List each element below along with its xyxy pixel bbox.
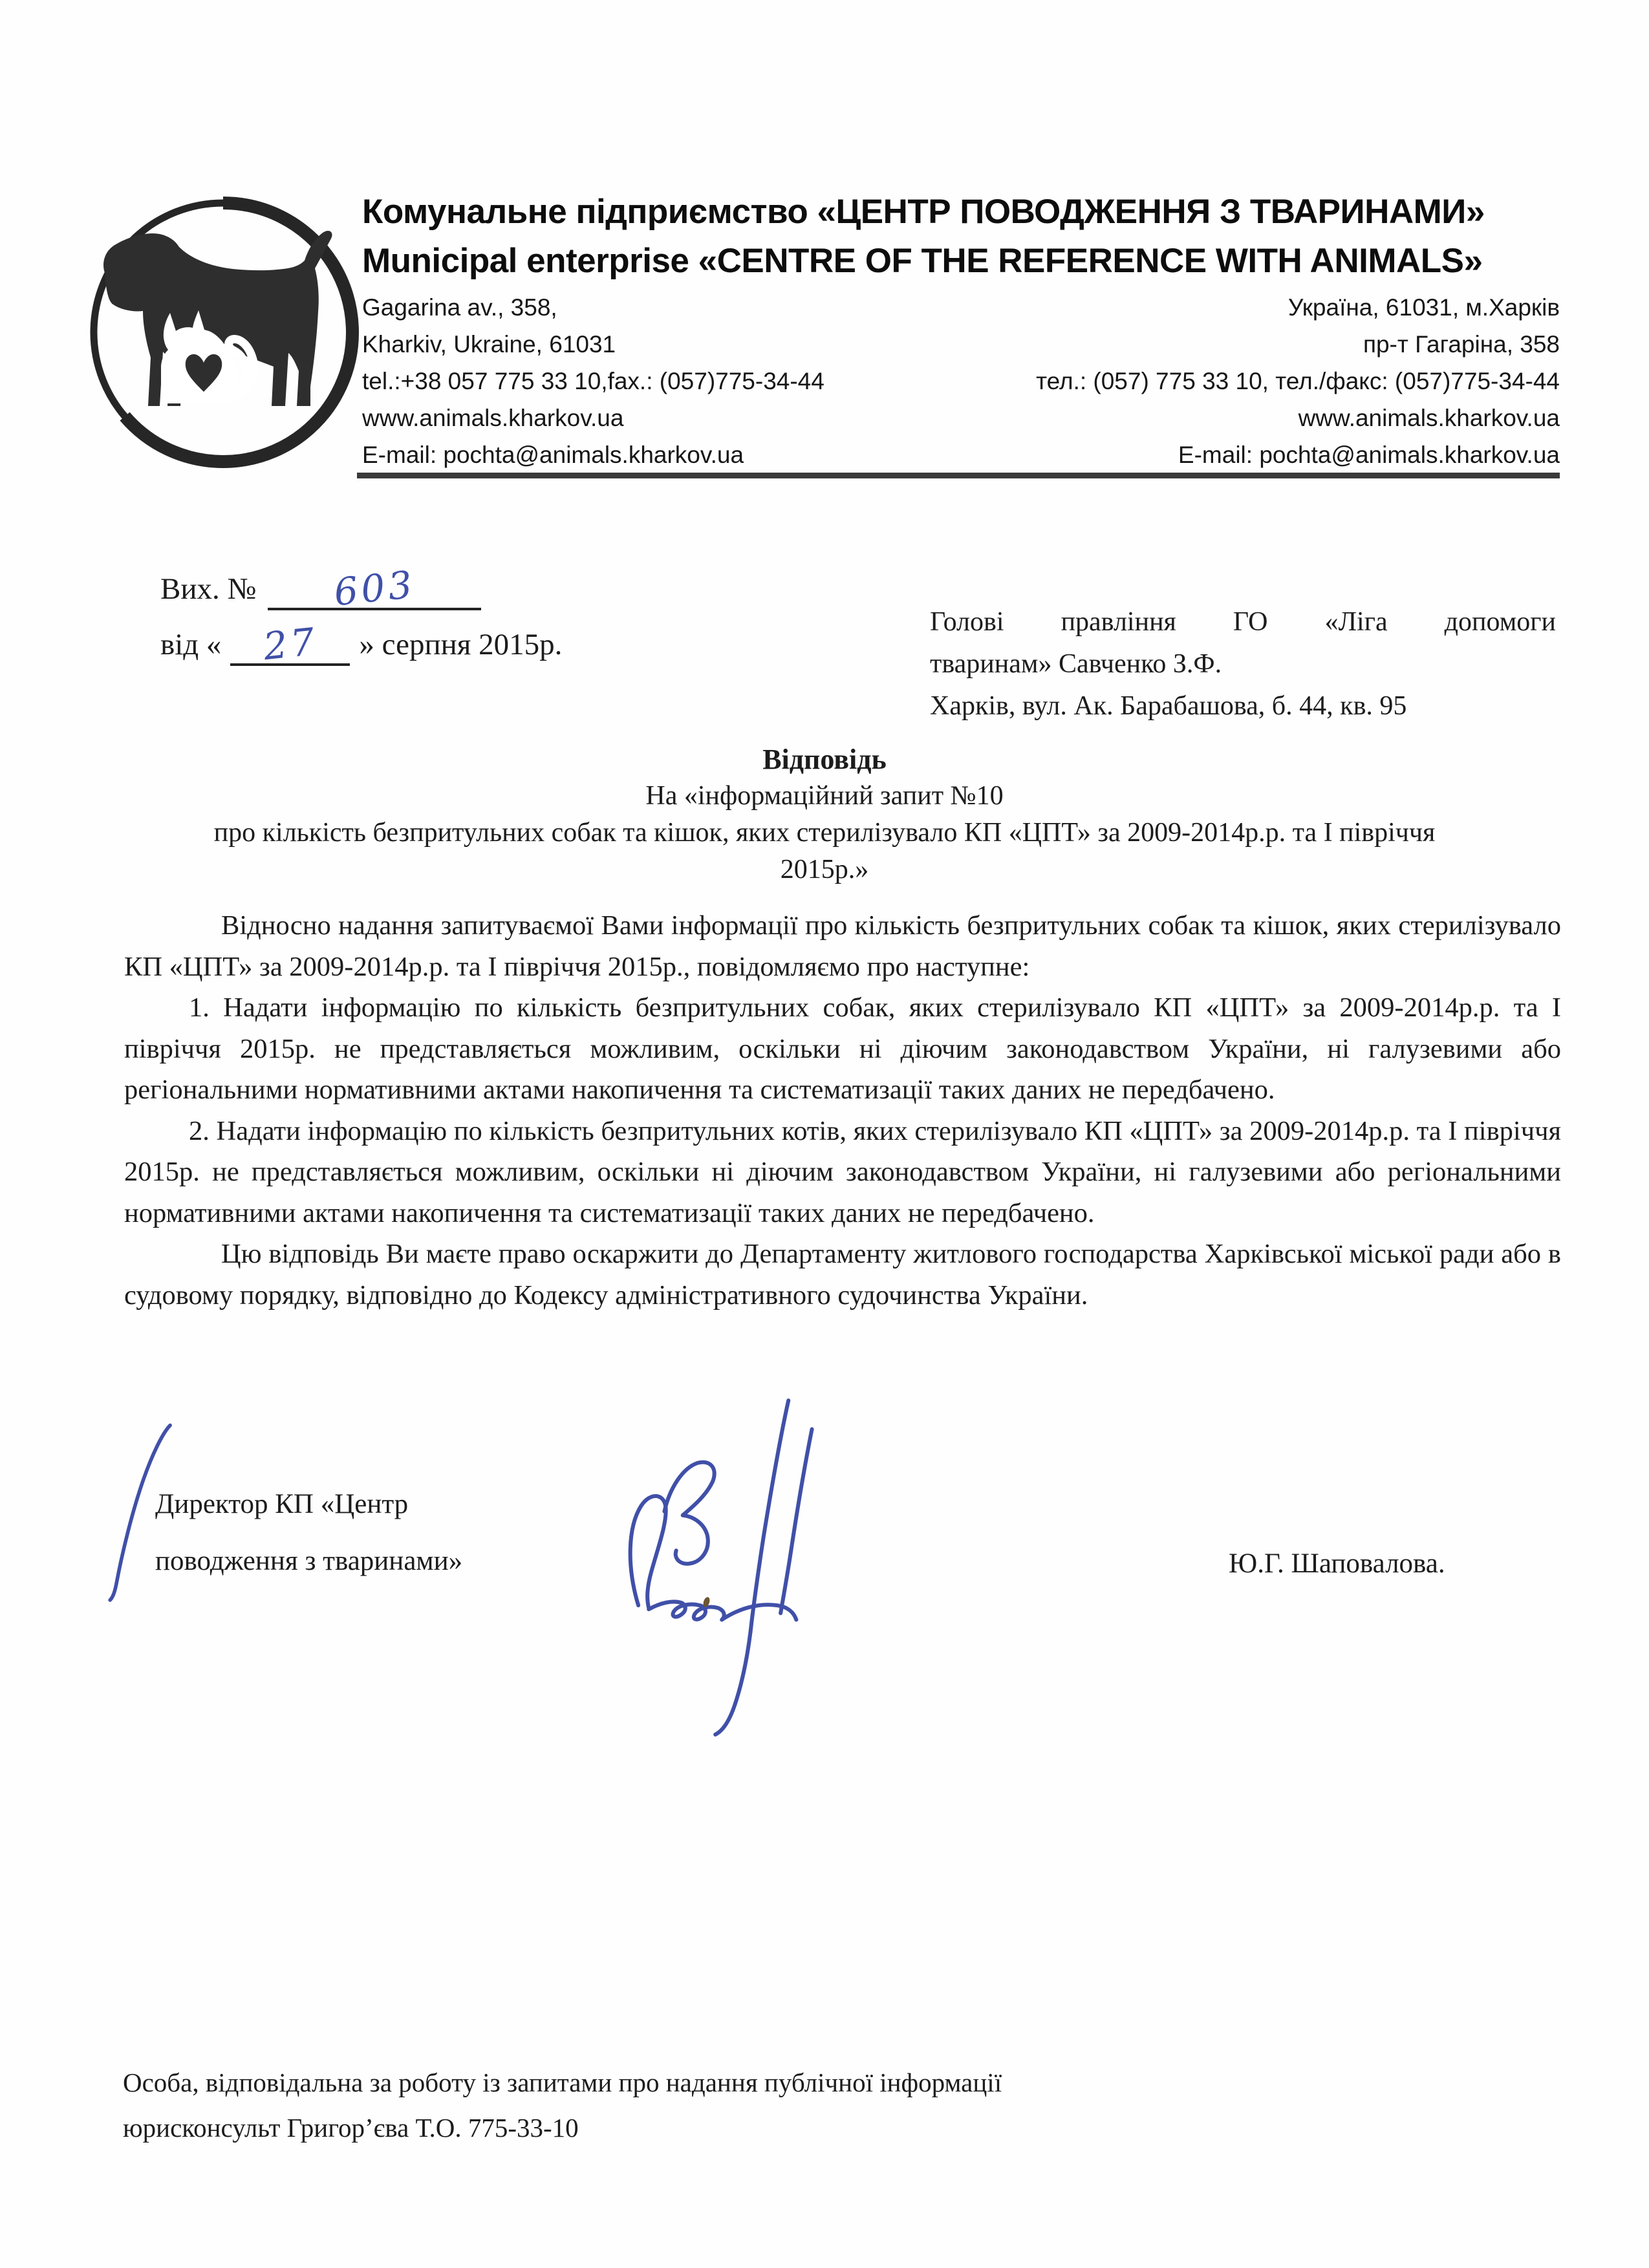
dog-cat-heart-logo-icon	[87, 176, 365, 486]
letter-body	[124, 905, 1561, 1316]
contact-line-email-en: E-mail: pochta@animals.kharkov.ua	[362, 442, 744, 468]
org-name-uk: Комунальне підприємство «ЦЕНТР ПОВОДЖЕННЯ З ТВАРИНАМИ»	[362, 193, 1485, 231]
body-paragraph-3: 2. Надати інформацію по кількість безпритульних котів, яких стерилізувало КП «ЦПТ» за 2009-2014р.р. та І півріччя 2015р. не представляється можливим, оскільки ні діючим законодавством України, ні галузевими або регіональними нормативними актами накопичення та систематизації таких даних не передбачено.	[124, 1115, 1561, 1228]
contact-line-website-en: www.animals.kharkov.ua	[362, 405, 624, 431]
subject-title: Відповідь	[762, 744, 887, 775]
footer-block	[123, 2060, 1002, 2150]
date-prefix: від «	[160, 628, 222, 661]
addressee-line1: Голові правління ГО «Ліга допомоги	[930, 607, 1556, 637]
contact-line-email-uk: E-mail: pochta@animals.kharkov.ua	[1178, 442, 1560, 468]
contact-line-website-uk: www.animals.kharkov.ua	[1298, 405, 1560, 431]
contact-line-address2-uk: пр-т Гагаріна, 358	[1363, 331, 1560, 358]
handwritten-date-day: 27	[261, 619, 320, 669]
reference-block	[160, 564, 562, 675]
header-contacts	[362, 289, 1560, 473]
director-signature-ink	[559, 1390, 844, 1742]
signer-name: Ю.Г. Шаповалова.	[1229, 1548, 1445, 1579]
subject-line1: На «інформаційний запит №10	[645, 781, 1004, 811]
letterhead-divider	[357, 473, 1560, 478]
contact-line-address1-uk: Україна, 61031, м.Харків	[1288, 294, 1560, 321]
subject-block	[126, 741, 1523, 888]
footer-line2: юрисконсульт Григор’єва Т.О. 775-33-10	[123, 2113, 579, 2143]
date-line	[160, 619, 562, 675]
contact-block-en	[362, 289, 824, 473]
signer-position-line2: поводження з тваринами»	[155, 1546, 463, 1576]
outgoing-label: Вих. №	[160, 572, 257, 606]
contact-line-phone-uk: тел.: (057) 775 33 10, тел./факс: (057)775-34-44	[1036, 368, 1560, 394]
letterhead-titles	[362, 187, 1562, 286]
org-name-en: Municipal enterprise «CENTRE OF THE REFERENCE WITH ANIMALS»	[362, 242, 1483, 280]
contact-block-uk	[1036, 289, 1560, 473]
date-suffix: » серпня 2015р.	[359, 628, 563, 661]
footer-line1: Особа, відповідальна за роботу із запитами про надання публічної інформації	[123, 2068, 1002, 2097]
outgoing-number-line	[160, 564, 562, 619]
subject-line2: про кількість безпритульних собак та кішок, яких стерилізувало КП «ЦПТ» за 2009-2014р.р. та І півріччя	[213, 818, 1436, 848]
body-paragraph-4: Цю відповідь Ви маєте право оскаржити до Департаменту житлового господарства Харківської міської ради або в судовому порядку, відповідно до Кодексу адміністративного судочинства України.	[124, 1239, 1561, 1311]
body-paragraph-2: 1. Надати інформацію по кількість безпритульних собак, яких стерилізувало КП «ЦПТ» за 2009-2014р.р. та І півріччя 2015р. не представляється можливим, оскільки ні діючим законодавством України, ні галузевими або регіональними нормативними актами накопичення та систематизації таких даних не передбачено.	[124, 992, 1561, 1105]
contact-line-address2-en: Kharkiv, Ukraine, 61031	[362, 331, 616, 358]
addressee-line3: Харків, вул. Ак. Барабашова, б. 44, кв. 95	[930, 691, 1407, 721]
outgoing-number-blank	[268, 562, 481, 615]
contact-line-phone-en: tel.:+38 057 775 33 10,fax.: (057)775-34-44	[362, 368, 824, 394]
handwritten-outgoing-number: 603	[332, 562, 418, 615]
contact-line-address1-en: Gagarina av., 358,	[362, 294, 557, 321]
signer-position-line1: Директор КП «Центр	[155, 1489, 409, 1519]
addressee-block	[930, 601, 1556, 727]
subject-line3: 2015р.»	[780, 855, 869, 884]
addressee-line2: тваринам» Савченко З.Ф.	[930, 649, 1222, 679]
date-day-blank	[230, 619, 350, 669]
body-paragraph-1: Відносно надання запитуваємої Вами інформації про кількість безпритульних собак та кішок, яких стерилізувало КП «ЦПТ» за 2009-2014р.р. та І півріччя 2015р., повідомляємо про наступне:	[124, 910, 1561, 982]
